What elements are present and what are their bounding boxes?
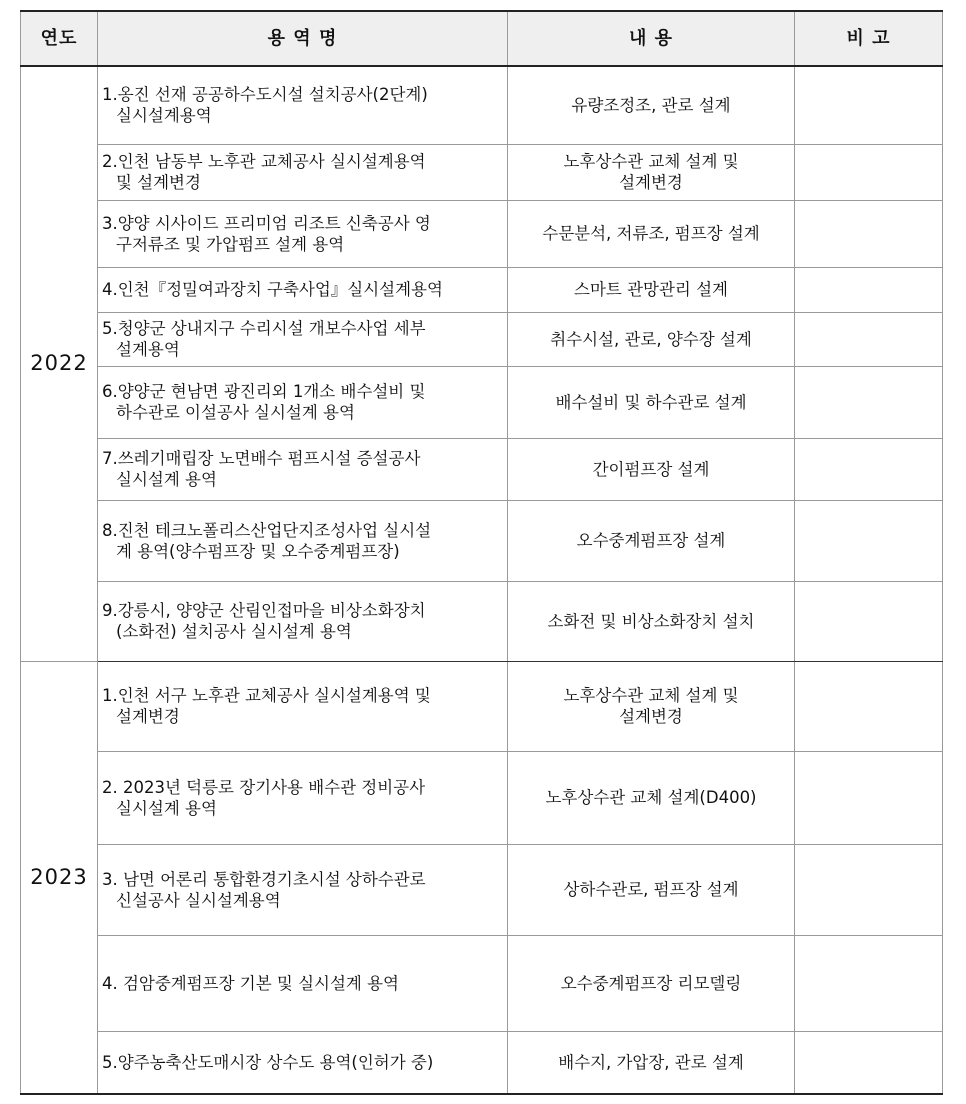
table-row: [21, 500, 943, 581]
project-content: [508, 581, 795, 661]
content-line2: 설계변경: [619, 173, 683, 192]
project-table: [20, 10, 943, 1095]
project-name: [98, 66, 508, 144]
project-name-line1: 8.진천 테크노폴리스산업단지조성사업 실시설: [102, 520, 432, 540]
table-row: [21, 1031, 943, 1094]
project-name-line2: 실시설계 용역: [116, 798, 217, 818]
table-row: [21, 935, 943, 1031]
project-name: [98, 500, 508, 581]
table-row: [21, 267, 943, 312]
note-cell: [795, 661, 943, 751]
table-row: [21, 144, 943, 200]
project-name-line1: 6.양양군 현남면 광진리외 1개소 배수설비 및: [102, 382, 426, 401]
table-row: [21, 661, 943, 751]
note-cell: [795, 312, 943, 366]
project-name-line1: 4. 검암중계펌프장 기본 및 실시설계 용역: [102, 973, 399, 993]
project-content: [508, 1031, 795, 1094]
project-name-line2: 계 용역(양수펌프장 및 오수중계펌프장): [116, 541, 400, 561]
project-name-line1: 7.쓰레기매립장 노면배수 펌프시설 증설공사: [102, 449, 421, 468]
project-name-line1: 3.양양 시사이드 프리미엄 리조트 신축공사 영: [102, 213, 431, 233]
project-name: [98, 751, 508, 844]
note-cell: [795, 66, 943, 144]
content-line1: 간이펌프장 설계: [592, 459, 710, 479]
note-cell: [795, 438, 943, 500]
project-name-line1: 3. 남면 어론리 통합환경기초시설 상하수관로: [102, 869, 426, 889]
note-cell: [795, 144, 943, 200]
table-row: [21, 581, 943, 661]
header-content: 내 용: [508, 11, 795, 66]
note-cell: [795, 844, 943, 935]
project-name-line1: 1.인천 서구 노후관 교체공사 실시설계용역 및: [102, 686, 431, 705]
content-line2: 설계변경: [619, 707, 683, 726]
content-line1: 소화전 및 비상소화장치 설치: [547, 611, 755, 631]
project-content: [508, 438, 795, 500]
project-name: [98, 581, 508, 661]
project-name-line2: 실시설계 용역: [116, 470, 217, 489]
project-name-line2: 구저류조 및 가압펌프 설계 용역: [116, 234, 345, 254]
project-name: [98, 312, 508, 366]
note-cell: [795, 581, 943, 661]
project-name-line2: 실시설계용역: [116, 106, 212, 126]
project-name-line2: 하수관로 이설공사 실시설계 용역: [116, 403, 355, 422]
project-name-line2: 및 설계변경: [116, 173, 201, 192]
year-cell-2023: 2023: [21, 661, 98, 1094]
content-line1: 노후상수관 교체 설계 및: [563, 686, 739, 705]
note-cell: [795, 200, 943, 267]
project-content: [508, 66, 795, 144]
project-name: [98, 661, 508, 751]
project-name-line1: 9.강릉시, 양양군 산림인접마을 비상소화장치: [102, 601, 426, 620]
project-content: [508, 935, 795, 1031]
note-cell: [795, 935, 943, 1031]
content-line1: 수문분석, 저류조, 펌프장 설계: [542, 224, 760, 243]
project-name: [98, 144, 508, 200]
project-content: [508, 751, 795, 844]
project-content: [508, 200, 795, 267]
project-name: [98, 267, 508, 312]
note-cell: [795, 500, 943, 581]
content-line1: 배수설비 및 하수관로 설계: [555, 392, 747, 412]
project-name-line2: 설계변경: [116, 707, 180, 726]
table-row: [21, 438, 943, 500]
project-name-line1: 2.인천 남동부 노후관 교체공사 실시설계용역: [102, 152, 426, 171]
project-name-line1: 1.옹진 선재 공공하수도시설 설치공사(2단계): [102, 85, 428, 105]
table-row: [21, 312, 943, 366]
content-line1: 오수중계펌프장 설계: [576, 531, 726, 550]
project-name-line1: 5.청양군 상내지구 수리시설 개보수사업 세부: [102, 319, 426, 338]
header-year: 연도: [21, 11, 98, 66]
table-row: [21, 366, 943, 438]
project-name-line2: 설계용역: [116, 340, 180, 359]
table-row: [21, 844, 943, 935]
content-line1: 상하수관로, 펌프장 설계: [563, 880, 739, 899]
project-name: [98, 200, 508, 267]
table-row: [21, 751, 943, 844]
project-content: [508, 844, 795, 935]
project-name-line2: 신설공사 실시설계용역: [116, 890, 281, 910]
content-line1: 오수중계펌프장 리모델링: [560, 973, 742, 993]
content-line1: 유량조정조, 관로 설계: [571, 95, 731, 115]
project-name: [98, 935, 508, 1031]
project-name-line1: 5.양주농축산도매시장 상수도 용역(인허가 중): [102, 1052, 434, 1072]
header-note: 비 고: [795, 11, 943, 66]
content-line1: 노후상수관 교체 설계 및: [563, 152, 739, 171]
project-content: [508, 312, 795, 366]
note-cell: [795, 751, 943, 844]
table-row: [21, 200, 943, 267]
project-name-line2: (소화전) 설치공사 실시설계 용역: [116, 622, 352, 641]
content-line1: 취수시설, 관로, 양수장 설계: [550, 329, 752, 349]
project-name: [98, 366, 508, 438]
project-content: [508, 661, 795, 751]
project-content: [508, 366, 795, 438]
note-cell: [795, 1031, 943, 1094]
note-cell: [795, 267, 943, 312]
note-cell: [795, 366, 943, 438]
table-header-row: [21, 11, 943, 66]
content-line1: 스마트 관망관리 설계: [574, 280, 728, 299]
project-name-line1: 2. 2023년 덕릉로 장기사용 배수관 정비공사: [102, 777, 426, 797]
year-cell-2022: 2022: [21, 66, 98, 661]
project-content: [508, 500, 795, 581]
header-name: 용 역 명: [98, 11, 508, 66]
project-name: [98, 438, 508, 500]
project-content: [508, 144, 795, 200]
content-line1: 노후상수관 교체 설계(D400): [545, 788, 757, 807]
project-name-line1: 4.인천『정밀여과장치 구축사업』실시설계용역: [102, 280, 443, 299]
content-line1: 배수지, 가압장, 관로 설계: [558, 1052, 744, 1072]
table-row: [21, 66, 943, 144]
project-name: [98, 1031, 508, 1094]
project-name: [98, 844, 508, 935]
project-content: [508, 267, 795, 312]
